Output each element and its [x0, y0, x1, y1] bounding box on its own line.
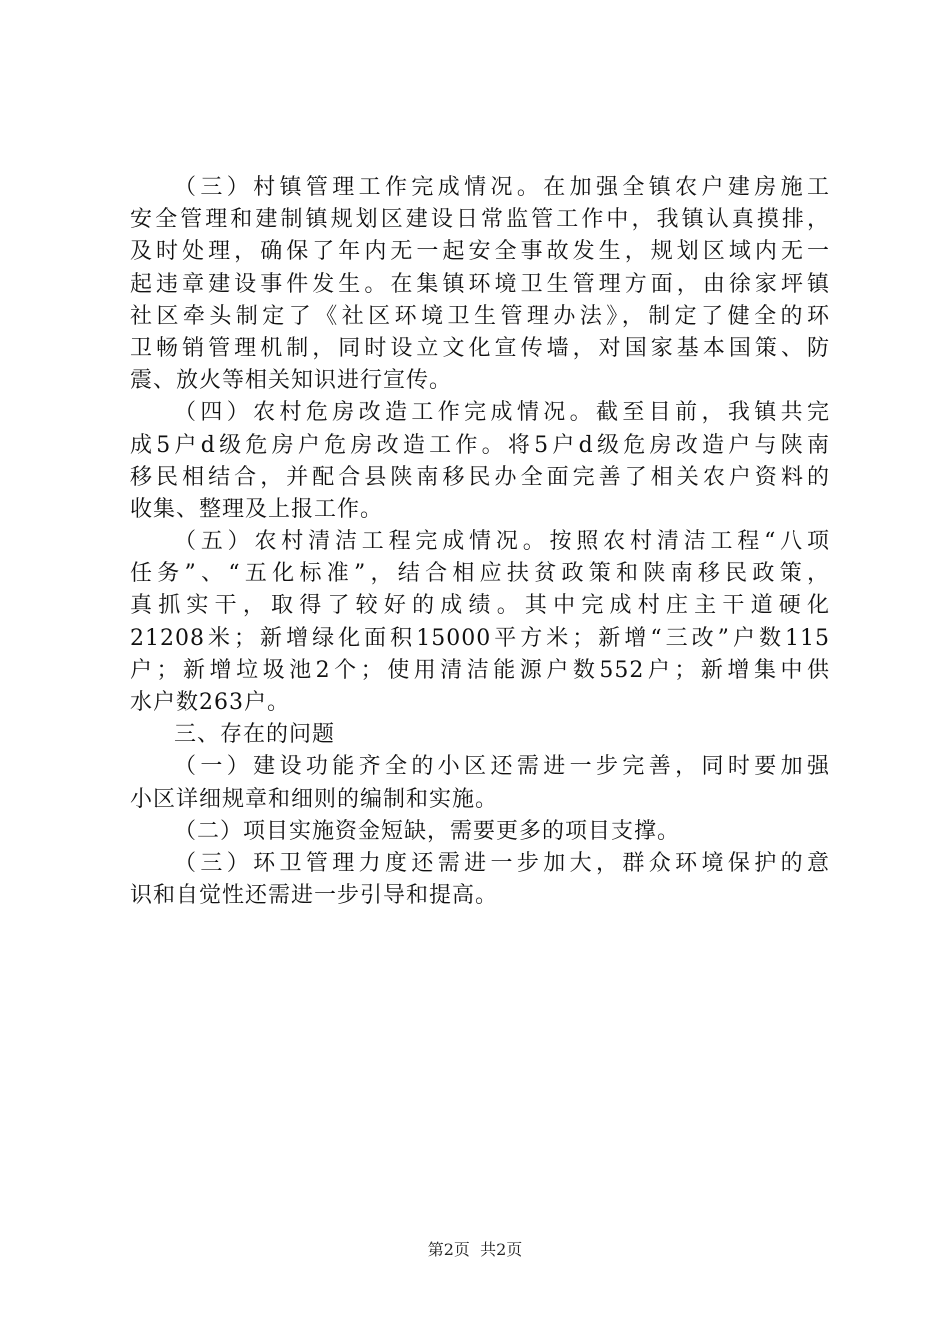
- text-line: 安全管理和建制镇规划区建设日常监管工作中，我镇认真摸排，: [130, 207, 830, 233]
- text-line: （四）农村危房改造工作完成情况。截至目前，我镇共完: [174, 400, 830, 426]
- text-line: 识和自觉性还需进一步引导和提高。: [130, 883, 499, 909]
- text-line: 真抓实干，取得了较好的成绩。其中完成村庄主干道硬化: [130, 593, 830, 619]
- text-line: 户；新增垃圾池2个；使用清洁能源户数552户；新增集中供: [130, 657, 830, 683]
- text-line: 任务”、“五化标准”，结合相应扶贫政策和陕南移民政策，: [130, 561, 830, 587]
- text-line: 移民相结合，并配合县陕南移民办全面完善了相关农户资料的: [130, 464, 830, 490]
- section-heading-problems: [130, 719, 830, 751]
- text-line: 21208米；新增绿化面积15000平方米；新增“三改”户数115: [130, 625, 830, 651]
- page-number: 第2页 共2页: [427, 1240, 523, 1259]
- document-body: [130, 172, 830, 912]
- text-line: 及时处理，确保了年内无一起安全事故发生，规划区域内无一: [130, 239, 830, 265]
- paragraph-village-management: [130, 172, 830, 397]
- paragraph-rural-cleaning: [130, 526, 830, 719]
- text-line: （一）建设功能齐全的小区还需进一步完善，同时要加强: [174, 754, 830, 780]
- text-line: 卫畅销管理机制，同时设立文化宣传墙，对国家基本国策、防: [130, 335, 830, 361]
- section-heading: 三、存在的问题: [174, 722, 336, 748]
- text-line: 起违章建设事件发生。在集镇环境卫生管理方面，由徐家坪镇: [130, 271, 830, 297]
- text-line: （五）农村清洁工程完成情况。按照农村清洁工程“八项: [174, 529, 830, 555]
- text-line: （三）村镇管理工作完成情况。在加强全镇农户建房施工: [174, 175, 830, 200]
- text-line: 水户数263户。: [130, 690, 290, 715]
- paragraph-dangerous-housing: [130, 397, 830, 526]
- text-line: 成5户d级危房户危房改造工作。将5户d级危房改造户与陕南: [130, 432, 830, 458]
- text-line: 社区牵头制定了《社区环境卫生管理办法》，制定了健全的环: [130, 303, 830, 329]
- text-line: （二）项目实施资金短缺，需要更多的项目支撑。: [174, 818, 681, 844]
- text-line: 震、放火等相关知识进行宣传。: [130, 368, 453, 394]
- page-footer: [0, 1240, 950, 1260]
- text-line: 小区详细规章和细则的编制和实施。: [130, 786, 499, 812]
- paragraph-problem-2: [130, 816, 830, 848]
- paragraph-problem-3: [130, 848, 830, 912]
- text-line: 收集、整理及上报工作。: [130, 496, 384, 522]
- paragraph-problem-1: [130, 751, 830, 815]
- text-line: （三）环卫管理力度还需进一步加大，群众环境保护的意: [174, 850, 830, 876]
